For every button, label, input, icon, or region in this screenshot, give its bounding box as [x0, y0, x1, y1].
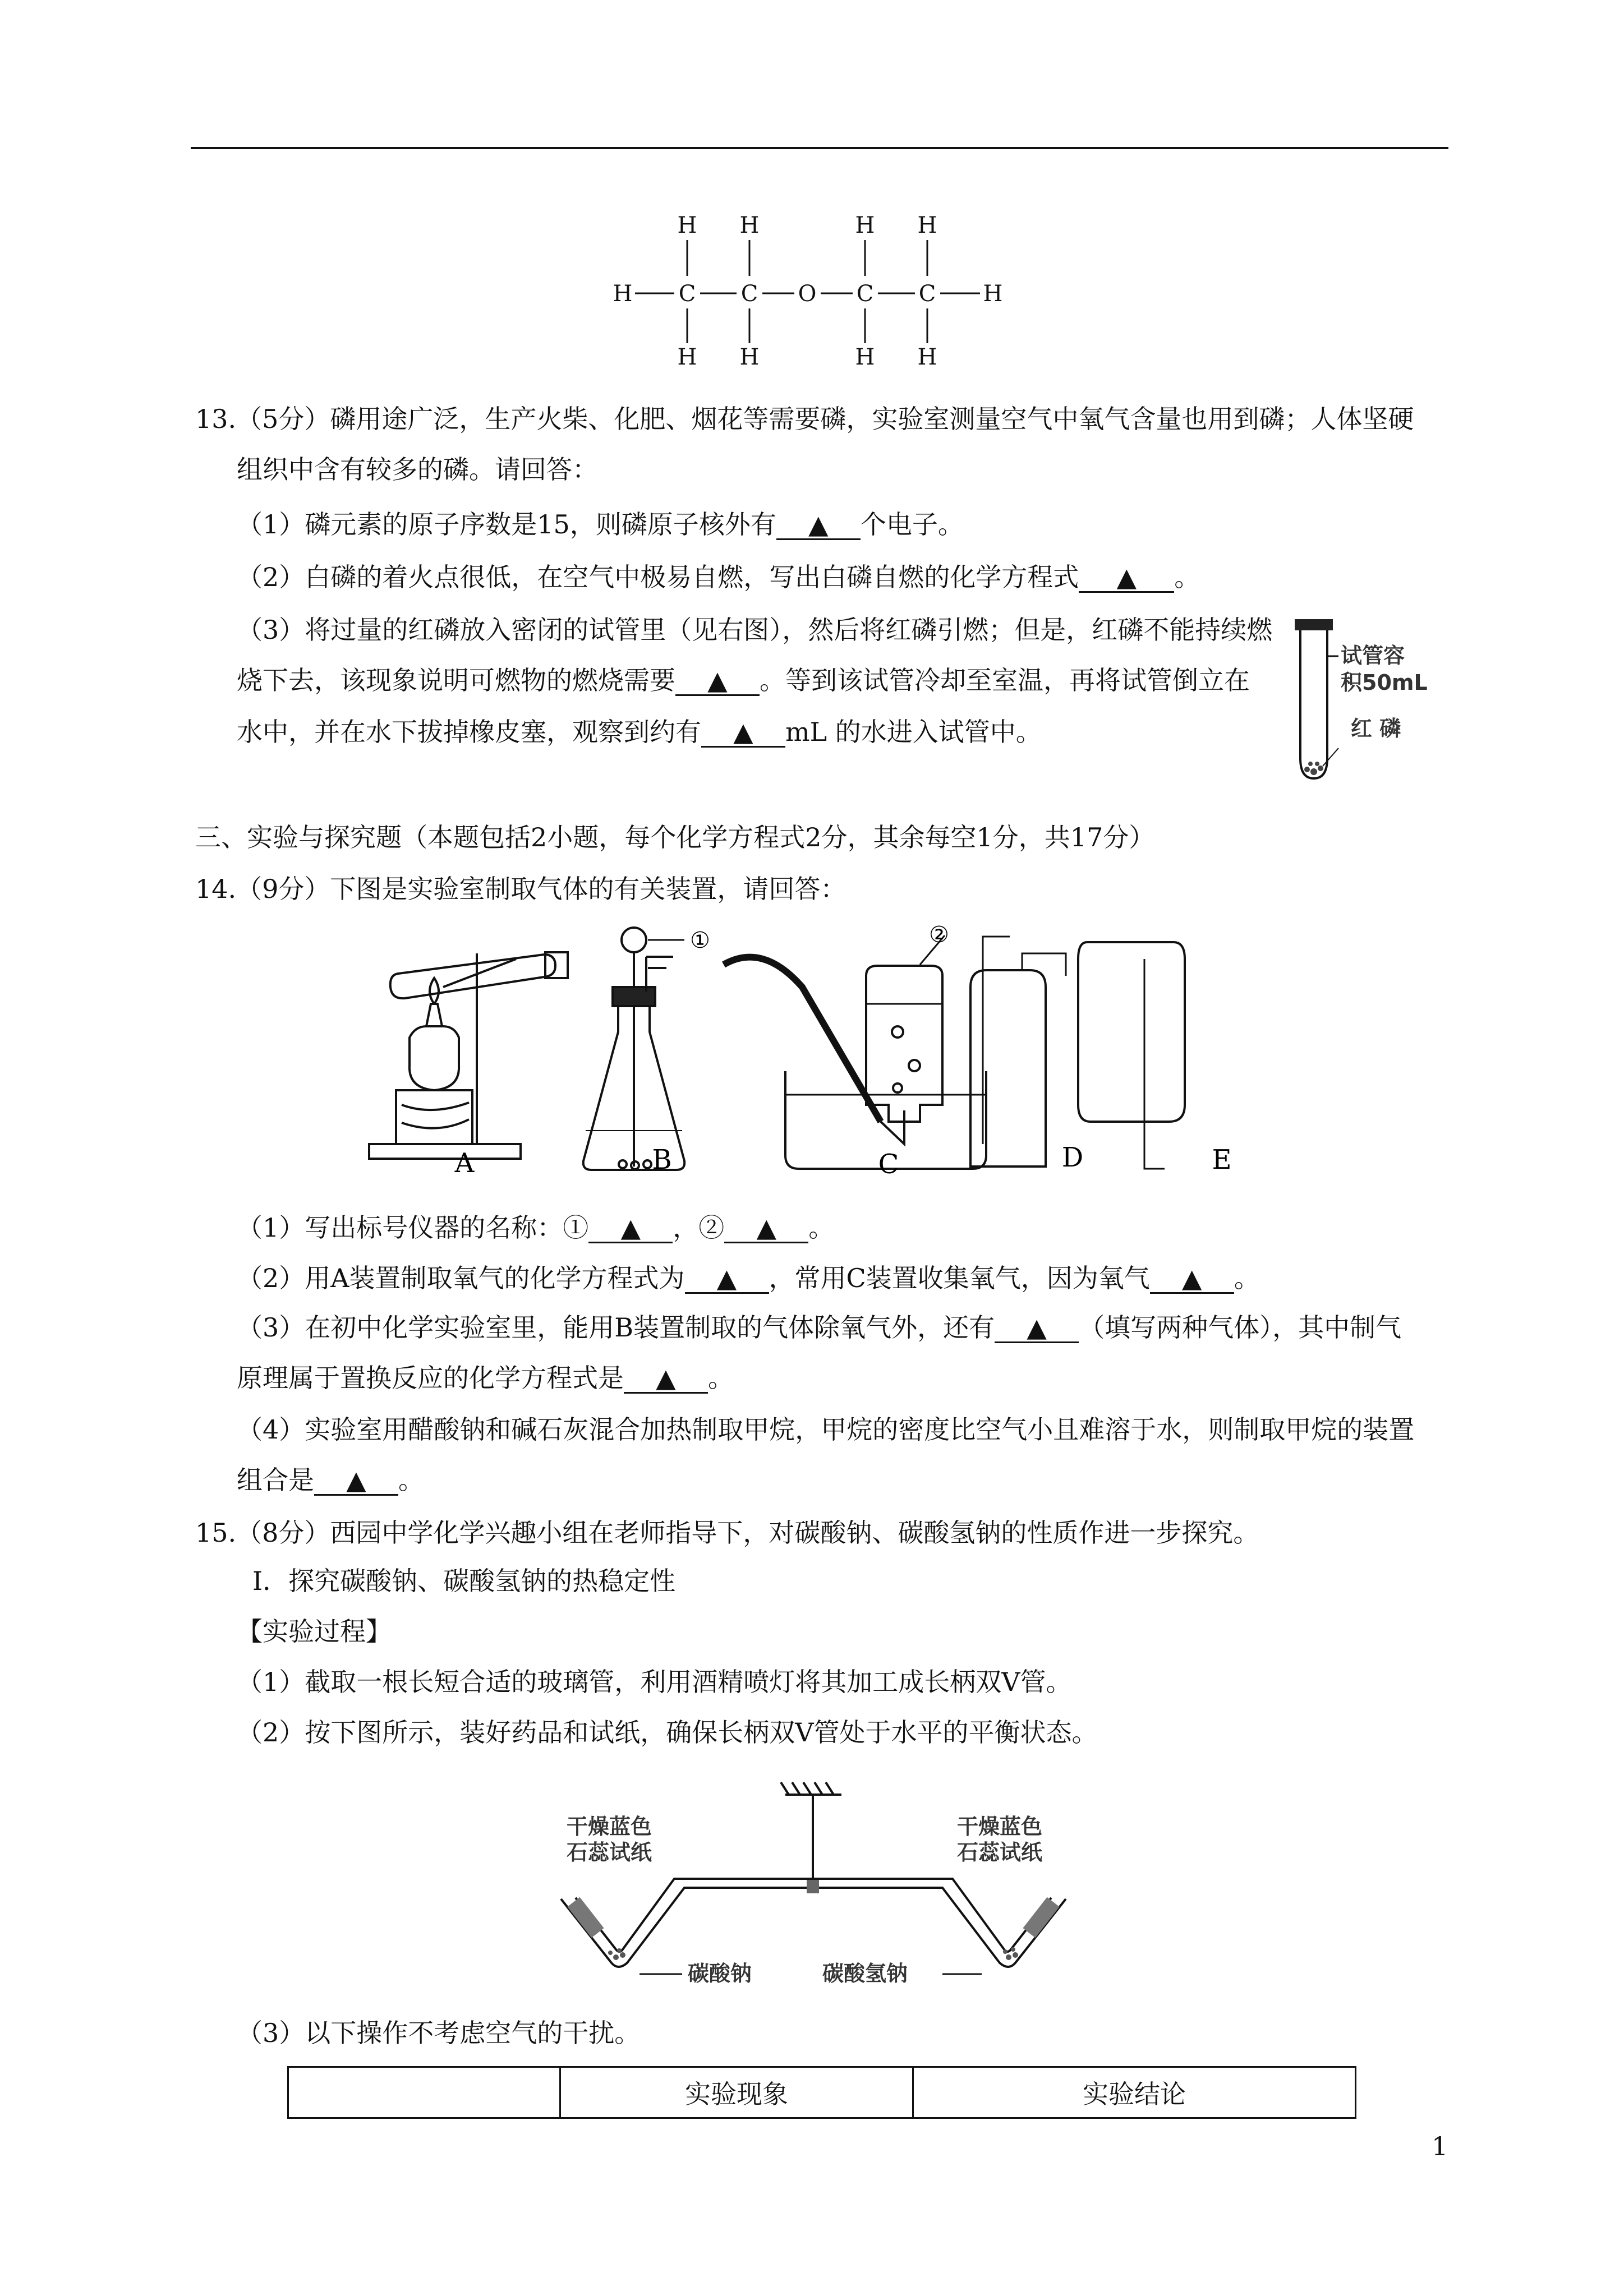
- label-paper-right-1: 干燥蓝色: [957, 1814, 1043, 1839]
- q13-part3-line1: （3）将过量的红磷放入密闭的试管里（见右图），然后将红磷引燃；但是，红磷不能持续燃: [237, 615, 1273, 645]
- test-tube-figure: [1285, 611, 1470, 791]
- q14-part3-line2: 原理属于置换反应的化学方程式是 ▲ 。: [237, 1363, 734, 1393]
- apparatus-a-stand-base: [369, 1144, 521, 1159]
- q14-part2: （2）用A装置制取氧气的化学方程式为 ▲ ，常用C装置收集氧气，因为氧气 ▲ 。: [237, 1263, 1260, 1293]
- svg-text:C: C: [740, 281, 758, 307]
- answer-blank[interactable]: ▲: [314, 1466, 398, 1496]
- svg-text:O: O: [798, 281, 817, 307]
- q13-part1: （1）磷元素的原子序数是15，则磷原子核外有 ▲ 个电子。: [237, 509, 964, 540]
- apparatus-b-funnel-bulb: [622, 928, 646, 952]
- q15-process-heading: 【实验过程】: [237, 1616, 392, 1647]
- svg-text:H: H: [739, 344, 760, 370]
- svg-text:H: H: [677, 213, 697, 238]
- ether-structure-diagram: [606, 213, 1021, 376]
- apparatus-label-c: C: [878, 1149, 899, 1180]
- apparatus-label-b: B: [652, 1144, 672, 1175]
- svg-text:C: C: [918, 281, 936, 307]
- answer-blank[interactable]: ▲: [1079, 563, 1174, 593]
- label-paper-right-2: 石蕊试纸: [957, 1839, 1043, 1865]
- answer-blank[interactable]: ▲: [675, 666, 760, 696]
- svg-text:①: ①: [690, 928, 710, 953]
- double-v-tube-outer: [561, 1888, 1066, 1967]
- svg-text:H: H: [613, 281, 633, 307]
- svg-text:H: H: [917, 213, 937, 238]
- svg-text:H: H: [855, 344, 875, 370]
- q14-part1: （1）写出标号仪器的名称：① ▲ ，② ▲ 。: [237, 1212, 835, 1243]
- apparatus-c-delivery-tube: [724, 957, 881, 1122]
- q14-stem: 14.（9分）下图是实验室制取气体的有关装置，请回答：: [195, 874, 846, 904]
- svg-text:H: H: [917, 344, 937, 370]
- results-table-header: [287, 2066, 1356, 2119]
- svg-text:积50mL: 积50mL: [1341, 670, 1428, 695]
- answer-blank[interactable]: ▲: [724, 1214, 808, 1243]
- q13-part3-line3: 水中，并在水下拔掉橡皮塞，观察到约有 ▲ mL 的水进入试管中。: [237, 717, 1042, 747]
- svg-text:②: ②: [929, 922, 949, 948]
- q15-step3: （3）以下操作不考虑空气的干扰。: [237, 2018, 641, 2048]
- apparatus-label-a: A: [454, 1147, 475, 1179]
- svg-text:H: H: [855, 213, 875, 238]
- table-header-conclusion: 实验结论: [1083, 2079, 1186, 2109]
- double-v-tube-figure: [550, 1778, 1088, 1997]
- label-paper-left-1: 干燥蓝色: [567, 1814, 652, 1839]
- label-paper-left-2: 石蕊试纸: [567, 1839, 652, 1865]
- header-rule: [191, 147, 1448, 149]
- answer-blank[interactable]: ▲: [701, 718, 785, 748]
- table-header-cell: [289, 2068, 561, 2117]
- svg-text:H: H: [677, 344, 697, 370]
- svg-text:C: C: [678, 281, 696, 307]
- answer-blank[interactable]: ▲: [624, 1364, 708, 1394]
- section3-title: 三、实验与探究题（本题包括2小题，每个化学方程式2分，其余每空1分，共17分）: [195, 822, 1155, 852]
- answer-blank[interactable]: ▲: [1150, 1264, 1234, 1294]
- q13-part2: （2）白磷的着火点很低，在空气中极易自燃，写出白磷自燃的化学方程式 ▲ 。: [237, 562, 1200, 592]
- apparatus-label-e: E: [1212, 1144, 1232, 1175]
- q14-part4-line1: （4）实验室用醋酸钠和碱石灰混合加热制取甲烷，甲烷的密度比空气小且难溶于水，则制取甲烷的装置: [237, 1414, 1415, 1445]
- svg-text:C: C: [856, 281, 874, 307]
- q13-stem-line1: 13.（5分）磷用途广泛，生产火柴、化肥、烟花等需要磷，实验室测量空气中氧气含量也用到磷；人体坚硬: [195, 404, 1414, 434]
- table-header-phenomenon: 实验现象: [561, 2068, 914, 2117]
- answer-blank[interactable]: ▲: [685, 1264, 769, 1294]
- q15-step1: （1）截取一根长短合适的玻璃管，利用酒精喷灯将其加工成长柄双V管。: [237, 1667, 1072, 1697]
- q13-stem-line2: 组织中含有较多的磷。请回答：: [237, 454, 598, 485]
- svg-text:H: H: [983, 281, 1003, 307]
- apparatus-a-alcohol-lamp: [410, 1026, 459, 1090]
- label-sodium-carbonate: 碳酸钠: [688, 1961, 752, 1986]
- q14-part4-line2: 组合是 ▲ 。: [237, 1465, 424, 1495]
- q15-part1-title: Ⅰ．探究碳酸钠、碳酸氢钠的热稳定性: [252, 1566, 676, 1596]
- q15-stem: 15.（8分）西园中学化学兴趣小组在老师指导下，对碳酸钠、碳酸氢钠的性质作进一步探究。: [195, 1518, 1259, 1548]
- apparatus-d-bottle: [970, 970, 1046, 1167]
- answer-blank[interactable]: ▲: [776, 510, 861, 540]
- label-sodium-bicarbonate: 碳酸氢钠: [822, 1961, 908, 1986]
- svg-text:H: H: [739, 213, 760, 238]
- apparatus-label-d: D: [1061, 1142, 1084, 1173]
- q15-step2: （2）按下图所示，装好药品和试纸，确保长柄双V管处于水平的平衡状态。: [237, 1717, 1098, 1748]
- q13-part3-line2: 烧下去，该现象说明可燃物的燃烧需要 ▲ 。等到该试管冷却至室温，再将试管倒立在: [237, 665, 1250, 695]
- svg-text:红 磷: 红 磷: [1351, 716, 1401, 741]
- page-number: 1: [1432, 2131, 1448, 2161]
- apparatus-c-gas-bottle: [866, 966, 942, 1122]
- answer-blank[interactable]: ▲: [995, 1313, 1079, 1343]
- q14-part3-line1: （3）在初中化学实验室里，能用B装置制取的气体除氧气外，还有 ▲ （填写两种气体），其中制气: [237, 1312, 1402, 1343]
- answer-blank[interactable]: ▲: [588, 1214, 673, 1243]
- apparatus-e-bottle: [1078, 942, 1185, 1122]
- svg-text:试管容: 试管容: [1341, 643, 1405, 668]
- gas-apparatus-figure: [359, 920, 1279, 1189]
